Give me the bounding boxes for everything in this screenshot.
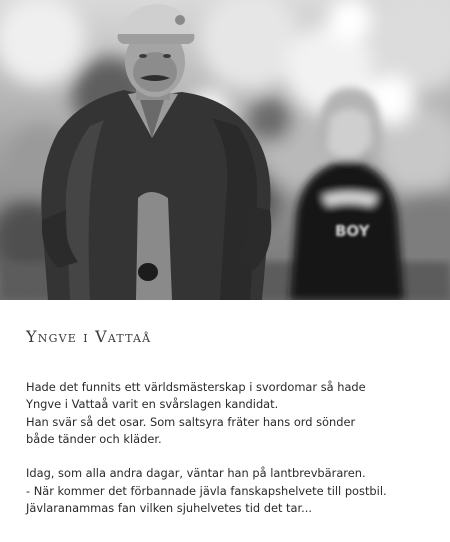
text-line: Han svär så det osar. Som saltsyra fräter hans ord sönder (26, 414, 356, 429)
text-line: Hade det funnits ett världsmästerskap i svordomar så hade (26, 380, 366, 394)
article-paragraph (26, 379, 436, 448)
shirt-print-text: BOY (335, 222, 370, 240)
article-title: Yngve i Vattaå (26, 327, 152, 346)
text-line: - När kommer det förbannade jävla fanskapshelvete till postbil. (26, 483, 387, 498)
text-line: Jävlaranammas fan vilken sjuhelvetes tid det tar... (26, 501, 312, 516)
text-line: både tänder och kläder. (26, 431, 162, 446)
article-body (26, 379, 436, 517)
text-line: Idag, som alla andra dagar, väntar han på lantbrevbäraren. (26, 466, 366, 481)
article-paragraph (26, 465, 436, 517)
text-line: Yngve i Vattaå varit en svårslagen kandidat. (26, 397, 279, 412)
